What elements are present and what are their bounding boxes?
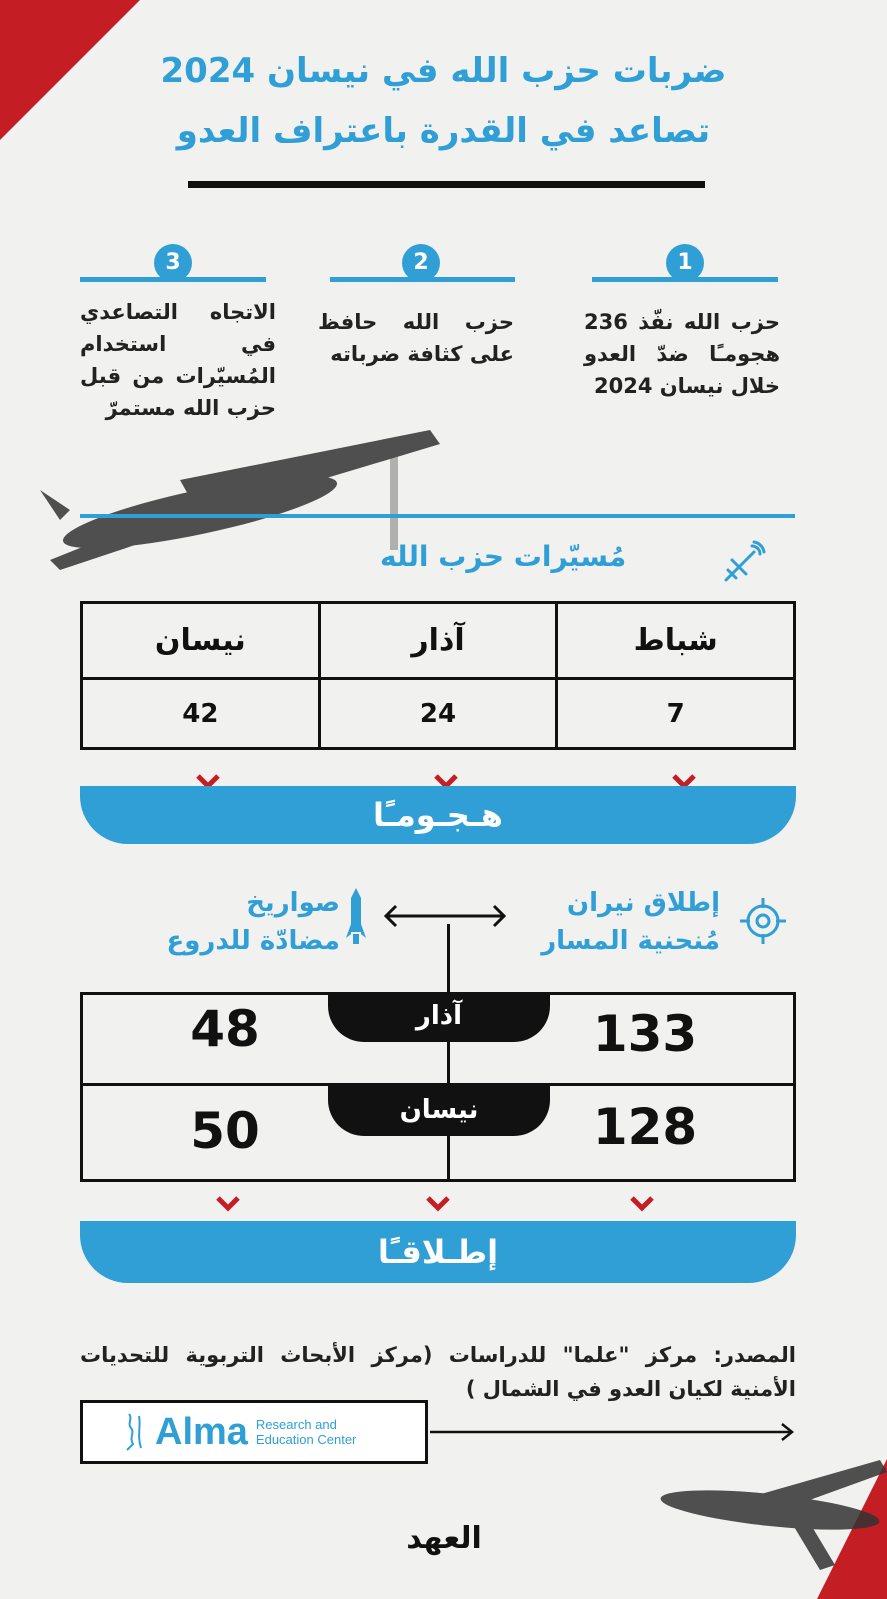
- antitank-label: [140, 884, 340, 960]
- curved-fire-value-mar: 133: [592, 1005, 698, 1063]
- alma-logo-name: Alma: [155, 1410, 248, 1453]
- antitank-label-line-1: صواريخ: [246, 888, 340, 918]
- step-1-number: 1: [666, 244, 704, 282]
- antitank-value-mar: 48: [190, 1000, 260, 1058]
- drones-table: [80, 601, 796, 750]
- step-2-text: حزب الله حافظ على كثافة ضرباته: [318, 310, 514, 366]
- drones-banner: هـجـومـًا: [80, 790, 796, 844]
- title-line-2: تصاعد في القدرة باعتراف العدو: [176, 111, 711, 151]
- step-3-text: الاتجاه التصاعدي في استخدام المُسيّرات من قبل حزب الله مستمرّ: [80, 300, 276, 420]
- double-arrow-icon: [380, 904, 510, 928]
- target-icon: [738, 896, 788, 946]
- curved-fire-value-apr: 128: [592, 1098, 698, 1156]
- step-1-text: حزب الله نفّذ 236 هجومـًا ضدّ العدو خلال نيسان 2024: [584, 310, 780, 398]
- drones-value-mar: 24: [319, 679, 557, 749]
- source-arrow-icon: [430, 1422, 798, 1442]
- fire-banner: إطـلاقـًا: [80, 1225, 796, 1283]
- source-text: المصدر: مركز "علما" للدراسات (مركز الأبحاث التربوية للتحديات الأمنية لكيان العدو في الشمال ): [80, 1343, 796, 1401]
- chevron-down-icon: [630, 1194, 654, 1214]
- drone-icon: [718, 540, 766, 588]
- curved-fire-label-line-2: مُنحنية المسار: [541, 926, 720, 956]
- brand-logo: العهد: [406, 1521, 482, 1556]
- curved-fire-label-line-1: إطلاق نيران: [566, 888, 720, 918]
- step-2-number: 2: [402, 244, 440, 282]
- alma-map-icon: [119, 1412, 149, 1452]
- drones-value-feb: 7: [557, 679, 795, 749]
- fire-month-mar: آذار: [328, 992, 550, 1042]
- title-divider: [188, 181, 705, 188]
- antitank-value-apr: 50: [190, 1102, 260, 1160]
- chevron-down-icon: [426, 1194, 450, 1214]
- fire-month-apr: نيسان: [328, 1086, 550, 1136]
- antitank-label-line-2: مضادّة للدروع: [166, 926, 340, 956]
- alma-logo-subtitle: Research and Education Center: [255, 1417, 357, 1447]
- curved-fire-label: [530, 884, 720, 960]
- step-3-number: 3: [154, 244, 192, 282]
- chevron-down-icon: [216, 1194, 240, 1214]
- section-separator: [80, 514, 795, 518]
- drone-image-bottom: [620, 1460, 887, 1570]
- drones-month-feb: شباط: [557, 603, 795, 679]
- drones-value-apr: 42: [82, 679, 320, 749]
- alma-logo: [80, 1400, 428, 1464]
- drones-section-title: مُسيّرات حزب الله: [380, 540, 627, 573]
- drones-month-mar: آذار: [319, 603, 557, 679]
- drones-month-apr: نيسان: [82, 603, 320, 679]
- missile-icon: [344, 888, 368, 948]
- title-line-1: ضربات حزب الله في نيسان 2024: [160, 51, 727, 91]
